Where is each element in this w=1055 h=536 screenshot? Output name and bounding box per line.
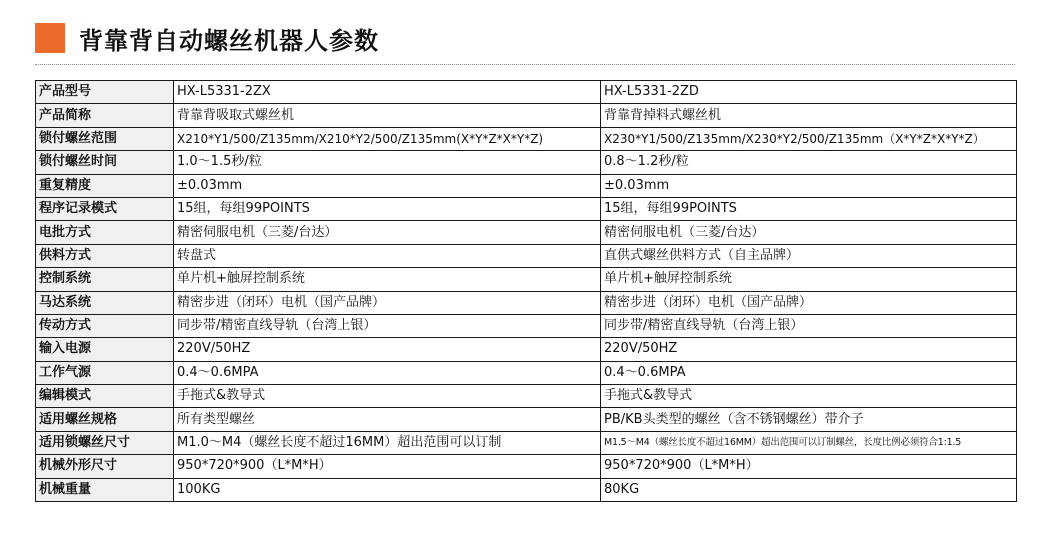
table-row xyxy=(36,385,1017,408)
model-b-value: 精密伺服电机（三菱/台达） xyxy=(601,221,1017,244)
model-a-value: 950*720*900（L*M*H） xyxy=(174,455,601,478)
model-a-value: M1.0～M4（螺丝长度不超过16MM）超出范围可以订制 xyxy=(174,431,601,454)
model-b-value: 单片机+触屏控制系统 xyxy=(601,268,1017,291)
row-label: 适用锁螺丝尺寸 xyxy=(36,431,174,454)
row-label: 工作气源 xyxy=(36,361,174,384)
row-label: 机械重量 xyxy=(36,478,174,501)
model-a-value: 精密步进（闭环）电机（国产品牌） xyxy=(174,291,601,314)
model-b-value: 背靠背掉料式螺丝机 xyxy=(601,104,1017,127)
model-b-value: 80KG xyxy=(601,478,1017,501)
page-header xyxy=(35,22,379,54)
table-row xyxy=(36,431,1017,454)
row-label: 锁付螺丝范围 xyxy=(36,127,174,150)
model-b-value: 手拖式&教导式 xyxy=(601,385,1017,408)
page-title: 背靠背自动螺丝机器人参数 xyxy=(79,26,379,55)
row-label: 电批方式 xyxy=(36,221,174,244)
model-b-value: HX-L5331-2ZD xyxy=(601,81,1017,104)
table-row xyxy=(36,361,1017,384)
model-b-value: PB/KB头类型的螺丝（含不锈钢螺丝）带介子 xyxy=(601,408,1017,431)
table-row xyxy=(36,197,1017,220)
row-label: 重复精度 xyxy=(36,174,174,197)
table-row xyxy=(36,291,1017,314)
row-label: 传动方式 xyxy=(36,314,174,337)
row-label: 适用螺丝规格 xyxy=(36,408,174,431)
table-row xyxy=(36,408,1017,431)
model-b-value: ±0.03mm xyxy=(601,174,1017,197)
model-a-value: 背靠背吸取式螺丝机 xyxy=(174,104,601,127)
model-a-value: HX-L5331-2ZX xyxy=(174,81,601,104)
row-label: 锁付螺丝时间 xyxy=(36,151,174,174)
model-a-value: X210*Y1/500/Z135mm/X210*Y2/500/Z135mm(X*Y*Z*X*Y*Z) xyxy=(174,127,601,150)
model-a-value: 精密伺服电机（三菱/台达） xyxy=(174,221,601,244)
model-a-value: 转盘式 xyxy=(174,244,601,267)
model-a-value: 单片机+触屏控制系统 xyxy=(174,268,601,291)
row-label: 马达系统 xyxy=(36,291,174,314)
model-b-value: 15组，每组99POINTS xyxy=(601,197,1017,220)
row-label: 输入电源 xyxy=(36,338,174,361)
model-b-value: 220V/50HZ xyxy=(601,338,1017,361)
row-label: 控制系统 xyxy=(36,268,174,291)
model-b-value: 0.4～0.6MPA xyxy=(601,361,1017,384)
model-a-value: 同步带/精密直线导轨（台湾上银） xyxy=(174,314,601,337)
row-label: 编辑模式 xyxy=(36,385,174,408)
row-label: 产品简称 xyxy=(36,104,174,127)
model-b-value: X230*Y1/500/Z135mm/X230*Y2/500/Z135mm（X*Y*Z*X*Y*Z） xyxy=(601,127,1017,150)
model-a-value: 15组，每组99POINTS xyxy=(174,197,601,220)
table-row xyxy=(36,338,1017,361)
model-a-value: ±0.03mm xyxy=(174,174,601,197)
model-a-value: 1.0～1.5秒/粒 xyxy=(174,151,601,174)
model-a-value: 220V/50HZ xyxy=(174,338,601,361)
header-divider xyxy=(35,64,1015,65)
model-b-value: 0.8～1.2秒/粒 xyxy=(601,151,1017,174)
model-a-value: 0.4～0.6MPA xyxy=(174,361,601,384)
model-a-value: 手拖式&教导式 xyxy=(174,385,601,408)
table-row xyxy=(36,314,1017,337)
row-label: 产品型号 xyxy=(36,81,174,104)
table-row xyxy=(36,127,1017,150)
model-a-value: 100KG xyxy=(174,478,601,501)
spec-table xyxy=(35,80,1017,502)
model-b-value: 精密步进（闭环）电机（国产品牌） xyxy=(601,291,1017,314)
accent-square-icon xyxy=(35,23,65,53)
table-row xyxy=(36,151,1017,174)
model-b-value: M1.5～M4（螺丝长度不超过16MM）超出范围可以订制螺丝，长度比例必须符合1:1.5 xyxy=(601,431,1017,454)
table-row xyxy=(36,244,1017,267)
model-a-value: 所有类型螺丝 xyxy=(174,408,601,431)
table-row xyxy=(36,455,1017,478)
table-row xyxy=(36,81,1017,104)
row-label: 供料方式 xyxy=(36,244,174,267)
table-row xyxy=(36,268,1017,291)
table-row xyxy=(36,104,1017,127)
row-label: 程序记录模式 xyxy=(36,197,174,220)
table-row xyxy=(36,174,1017,197)
model-b-value: 950*720*900（L*M*H） xyxy=(601,455,1017,478)
row-label: 机械外形尺寸 xyxy=(36,455,174,478)
table-row xyxy=(36,478,1017,501)
model-b-value: 同步带/精密直线导轨（台湾上银） xyxy=(601,314,1017,337)
model-b-value: 直供式螺丝供料方式（自主品牌） xyxy=(601,244,1017,267)
table-row xyxy=(36,221,1017,244)
